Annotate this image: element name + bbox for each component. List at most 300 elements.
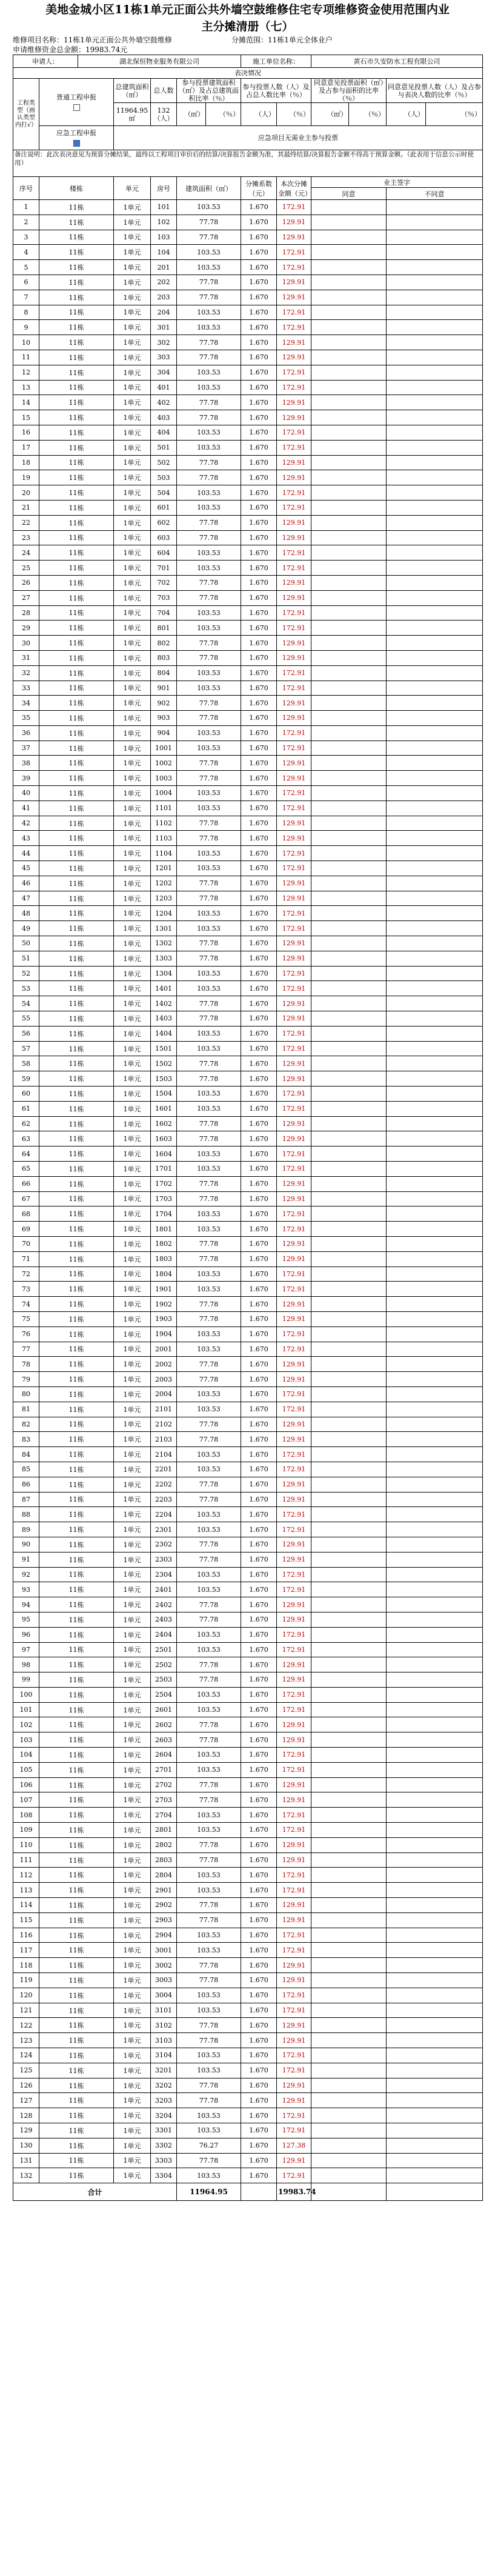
row-agree[interactable] xyxy=(311,1236,387,1251)
row-agree[interactable] xyxy=(311,410,387,425)
row-agree[interactable] xyxy=(311,2168,387,2183)
row-agree[interactable] xyxy=(311,455,387,470)
row-agree[interactable] xyxy=(311,1176,387,1191)
row-agree[interactable] xyxy=(311,786,387,801)
row-disagree[interactable] xyxy=(387,1823,483,1838)
row-disagree[interactable] xyxy=(387,1326,483,1342)
row-coef: 1.670 xyxy=(241,1717,277,1732)
row-agree[interactable] xyxy=(311,530,387,545)
row-disagree[interactable] xyxy=(387,200,483,215)
row-disagree[interactable] xyxy=(387,2153,483,2168)
row-agree[interactable] xyxy=(311,1417,387,1432)
row-agree[interactable] xyxy=(311,2123,387,2138)
row-agree[interactable] xyxy=(311,380,387,395)
row-agree[interactable] xyxy=(311,1928,387,1943)
row-agree[interactable] xyxy=(311,1282,387,1297)
row-disagree[interactable] xyxy=(387,590,483,605)
row-agree[interactable] xyxy=(311,350,387,365)
row-disagree[interactable] xyxy=(387,621,483,636)
row-disagree[interactable] xyxy=(387,1597,483,1612)
row-disagree[interactable] xyxy=(387,861,483,876)
row-disagree[interactable] xyxy=(387,1297,483,1312)
row-disagree[interactable] xyxy=(387,1912,483,1928)
row-building: 11栋 xyxy=(39,1777,114,1792)
row-agree[interactable] xyxy=(311,575,387,590)
row-disagree[interactable] xyxy=(387,1537,483,1552)
row-disagree[interactable] xyxy=(387,1732,483,1748)
row-disagree[interactable] xyxy=(387,650,483,665)
row-agree[interactable] xyxy=(311,1222,387,1237)
row-disagree[interactable] xyxy=(387,1402,483,1417)
row-disagree[interactable] xyxy=(387,1206,483,1222)
row-disagree[interactable] xyxy=(387,1612,483,1627)
row-disagree[interactable] xyxy=(387,440,483,455)
row-coef: 1.670 xyxy=(241,320,277,335)
row-agree[interactable] xyxy=(311,1131,387,1147)
row-disagree[interactable] xyxy=(387,605,483,621)
row-disagree[interactable] xyxy=(387,936,483,951)
row-disagree[interactable] xyxy=(387,545,483,561)
row-disagree[interactable] xyxy=(387,1041,483,1056)
row-disagree[interactable] xyxy=(387,230,483,245)
row-disagree[interactable] xyxy=(387,2108,483,2123)
row-amount: 172.91 xyxy=(277,1222,311,1237)
row-disagree[interactable] xyxy=(387,1672,483,1688)
row-agree[interactable] xyxy=(311,846,387,861)
row-disagree[interactable] xyxy=(387,1342,483,1357)
row-agree[interactable] xyxy=(311,260,387,275)
row-disagree[interactable] xyxy=(387,1311,483,1326)
row-disagree[interactable] xyxy=(387,1386,483,1402)
row-disagree[interactable] xyxy=(387,1567,483,1582)
row-disagree[interactable] xyxy=(387,2063,483,2078)
row-agree[interactable] xyxy=(311,1026,387,1041)
row-disagree[interactable] xyxy=(387,1116,483,1131)
row-disagree[interactable] xyxy=(387,1868,483,1883)
row-agree[interactable] xyxy=(311,1297,387,1312)
row-agree[interactable] xyxy=(311,1823,387,1838)
row-disagree[interactable] xyxy=(387,951,483,966)
row-disagree[interactable] xyxy=(387,2078,483,2093)
row-agree[interactable] xyxy=(311,1462,387,1477)
row-disagree[interactable] xyxy=(387,1522,483,1537)
row-agree[interactable] xyxy=(311,485,387,501)
row-disagree[interactable] xyxy=(387,1357,483,1372)
row-building: 11栋 xyxy=(39,1627,114,1642)
row-agree[interactable] xyxy=(311,561,387,576)
row-building: 11栋 xyxy=(39,1522,114,1537)
row-amount: 129.91 xyxy=(277,1176,311,1191)
row-disagree[interactable] xyxy=(387,395,483,410)
row-no: 131 xyxy=(13,2153,39,2168)
row-disagree[interactable] xyxy=(387,215,483,230)
row-agree[interactable] xyxy=(311,440,387,455)
row-coef: 1.670 xyxy=(241,816,277,831)
row-unit: 1单元 xyxy=(114,1732,151,1748)
row-unit: 1单元 xyxy=(114,1672,151,1688)
row-disagree[interactable] xyxy=(387,2123,483,2138)
row-agree[interactable] xyxy=(311,861,387,876)
row-disagree[interactable] xyxy=(387,1026,483,1041)
row-agree[interactable] xyxy=(311,1101,387,1116)
row-disagree[interactable] xyxy=(387,981,483,996)
row-agree[interactable] xyxy=(311,1087,387,1102)
row-agree[interactable] xyxy=(311,590,387,605)
row-agree[interactable] xyxy=(311,800,387,816)
row-agree[interactable] xyxy=(311,1191,387,1206)
row-agree[interactable] xyxy=(311,711,387,726)
row-unit: 1单元 xyxy=(114,1222,151,1237)
row-unit: 1单元 xyxy=(114,2078,151,2093)
row-agree[interactable] xyxy=(311,305,387,320)
row-disagree[interactable] xyxy=(387,1251,483,1266)
row-disagree[interactable] xyxy=(387,1702,483,1717)
row-disagree[interactable] xyxy=(387,410,483,425)
row-agree[interactable] xyxy=(311,1386,387,1402)
row-disagree[interactable] xyxy=(387,1432,483,1447)
row-agree[interactable] xyxy=(311,2093,387,2108)
row-agree[interactable] xyxy=(311,1326,387,1342)
row-agree[interactable] xyxy=(311,831,387,846)
row-agree[interactable] xyxy=(311,1507,387,1522)
row-agree[interactable] xyxy=(311,1732,387,1748)
row-agree[interactable] xyxy=(311,1792,387,1808)
row-disagree[interactable] xyxy=(387,561,483,576)
row-agree[interactable] xyxy=(311,245,387,260)
row-disagree[interactable] xyxy=(387,1777,483,1792)
row-agree[interactable] xyxy=(311,365,387,380)
row-disagree[interactable] xyxy=(387,2093,483,2108)
row-agree[interactable] xyxy=(311,621,387,636)
row-disagree[interactable] xyxy=(387,711,483,726)
row-amount: 172.91 xyxy=(277,1702,311,1717)
row-agree[interactable] xyxy=(311,1266,387,1282)
row-disagree[interactable] xyxy=(387,2048,483,2063)
row-disagree[interactable] xyxy=(387,1236,483,1251)
row-agree[interactable] xyxy=(311,1702,387,1717)
row-agree[interactable] xyxy=(311,2153,387,2168)
row-disagree[interactable] xyxy=(387,425,483,440)
row-disagree[interactable] xyxy=(387,2018,483,2033)
row-disagree[interactable] xyxy=(387,1162,483,1177)
row-agree[interactable] xyxy=(311,1251,387,1266)
row-disagree[interactable] xyxy=(387,1988,483,2003)
row-agree[interactable] xyxy=(311,1567,387,1582)
row-room: 203 xyxy=(151,290,177,305)
row-agree[interactable] xyxy=(311,605,387,621)
row-agree[interactable] xyxy=(311,816,387,831)
row-agree[interactable] xyxy=(311,1011,387,1027)
row-disagree[interactable] xyxy=(387,846,483,861)
row-agree[interactable] xyxy=(311,500,387,515)
row-disagree[interactable] xyxy=(387,725,483,741)
row-agree[interactable] xyxy=(311,1943,387,1958)
row-disagree[interactable] xyxy=(387,305,483,320)
row-agree[interactable] xyxy=(311,966,387,981)
row-area: 103.53 xyxy=(177,786,241,801)
row-coef: 1.670 xyxy=(241,1266,277,1282)
row-disagree[interactable] xyxy=(387,1372,483,1387)
row-agree[interactable] xyxy=(311,1537,387,1552)
row-agree[interactable] xyxy=(311,996,387,1011)
row-disagree[interactable] xyxy=(387,1627,483,1642)
row-disagree[interactable] xyxy=(387,966,483,981)
row-agree[interactable] xyxy=(311,951,387,966)
emergency-project-checkbox[interactable] xyxy=(73,140,80,147)
row-disagree[interactable] xyxy=(387,1657,483,1672)
row-agree[interactable] xyxy=(311,936,387,951)
row-agree[interactable] xyxy=(311,1912,387,1928)
row-agree[interactable] xyxy=(311,1552,387,1567)
row-disagree[interactable] xyxy=(387,1191,483,1206)
row-disagree[interactable] xyxy=(387,1973,483,1988)
row-agree[interactable] xyxy=(311,1808,387,1823)
row-coef: 1.670 xyxy=(241,1056,277,1071)
row-unit: 1单元 xyxy=(114,1687,151,1702)
row-building: 11栋 xyxy=(39,2003,114,2018)
row-disagree[interactable] xyxy=(387,575,483,590)
row-disagree[interactable] xyxy=(387,800,483,816)
table-row xyxy=(13,906,483,921)
row-agree[interactable] xyxy=(311,1492,387,1507)
row-disagree[interactable] xyxy=(387,470,483,485)
row-disagree[interactable] xyxy=(387,1087,483,1102)
row-room: 2804 xyxy=(151,1868,177,1883)
row-disagree[interactable] xyxy=(387,876,483,891)
row-disagree[interactable] xyxy=(387,1792,483,1808)
row-agree[interactable] xyxy=(311,891,387,906)
row-disagree[interactable] xyxy=(387,1928,483,1943)
row-agree[interactable] xyxy=(311,906,387,921)
row-disagree[interactable] xyxy=(387,2033,483,2048)
row-agree[interactable] xyxy=(311,545,387,561)
row-disagree[interactable] xyxy=(387,350,483,365)
row-agree[interactable] xyxy=(311,1777,387,1792)
row-agree[interactable] xyxy=(311,1147,387,1162)
row-disagree[interactable] xyxy=(387,1462,483,1477)
row-disagree[interactable] xyxy=(387,665,483,681)
row-disagree[interactable] xyxy=(387,1176,483,1191)
row-agree[interactable] xyxy=(311,2003,387,2018)
row-disagree[interactable] xyxy=(387,1492,483,1507)
row-agree[interactable] xyxy=(311,1342,387,1357)
row-disagree[interactable] xyxy=(387,816,483,831)
row-disagree[interactable] xyxy=(387,485,483,501)
row-building: 11栋 xyxy=(39,440,114,455)
row-disagree[interactable] xyxy=(387,1943,483,1958)
row-agree[interactable] xyxy=(311,1898,387,1913)
row-agree[interactable] xyxy=(311,1522,387,1537)
row-agree[interactable] xyxy=(311,2108,387,2123)
row-disagree[interactable] xyxy=(387,515,483,530)
row-disagree[interactable] xyxy=(387,1507,483,1522)
row-agree[interactable] xyxy=(311,335,387,350)
row-disagree[interactable] xyxy=(387,1748,483,1763)
row-disagree[interactable] xyxy=(387,335,483,350)
row-agree[interactable] xyxy=(311,1687,387,1702)
row-disagree[interactable] xyxy=(387,1687,483,1702)
row-disagree[interactable] xyxy=(387,1582,483,1597)
normal-project-checkbox[interactable] xyxy=(73,104,80,111)
row-disagree[interactable] xyxy=(387,260,483,275)
row-agree[interactable] xyxy=(311,2078,387,2093)
row-agree[interactable] xyxy=(311,1958,387,1973)
row-agree[interactable] xyxy=(311,1447,387,1462)
row-agree[interactable] xyxy=(311,681,387,696)
row-agree[interactable] xyxy=(311,2063,387,2078)
row-agree[interactable] xyxy=(311,1672,387,1688)
row-agree[interactable] xyxy=(311,741,387,756)
row-agree[interactable] xyxy=(311,725,387,741)
row-disagree[interactable] xyxy=(387,1282,483,1297)
row-agree[interactable] xyxy=(311,1642,387,1657)
row-disagree[interactable] xyxy=(387,996,483,1011)
row-agree[interactable] xyxy=(311,1627,387,1642)
row-agree[interactable] xyxy=(311,2048,387,2063)
row-disagree[interactable] xyxy=(387,1958,483,1973)
row-disagree[interactable] xyxy=(387,1852,483,1868)
row-agree[interactable] xyxy=(311,1748,387,1763)
row-disagree[interactable] xyxy=(387,1011,483,1027)
row-agree[interactable] xyxy=(311,981,387,996)
row-disagree[interactable] xyxy=(387,1447,483,1462)
table-row xyxy=(13,1026,483,1041)
row-disagree[interactable] xyxy=(387,1808,483,1823)
row-agree[interactable] xyxy=(311,921,387,936)
row-disagree[interactable] xyxy=(387,2168,483,2183)
row-agree[interactable] xyxy=(311,1582,387,1597)
row-agree[interactable] xyxy=(311,275,387,290)
row-agree[interactable] xyxy=(311,771,387,786)
row-area: 103.53 xyxy=(177,1762,241,1777)
row-disagree[interactable] xyxy=(387,1147,483,1162)
row-agree[interactable] xyxy=(311,756,387,771)
row-agree[interactable] xyxy=(311,215,387,230)
row-agree[interactable] xyxy=(311,1402,387,1417)
row-agree[interactable] xyxy=(311,1477,387,1492)
row-disagree[interactable] xyxy=(387,1717,483,1732)
row-disagree[interactable] xyxy=(387,921,483,936)
table-row xyxy=(13,1282,483,1297)
row-disagree[interactable] xyxy=(387,320,483,335)
row-disagree[interactable] xyxy=(387,1071,483,1087)
row-disagree[interactable] xyxy=(387,1477,483,1492)
row-disagree[interactable] xyxy=(387,1417,483,1432)
row-disagree[interactable] xyxy=(387,1056,483,1071)
row-agree[interactable] xyxy=(311,425,387,440)
row-agree[interactable] xyxy=(311,2138,387,2153)
row-disagree[interactable] xyxy=(387,636,483,651)
row-agree[interactable] xyxy=(311,2018,387,2033)
row-agree[interactable] xyxy=(311,2033,387,2048)
row-unit: 1单元 xyxy=(114,1883,151,1898)
row-disagree[interactable] xyxy=(387,2003,483,2018)
row-disagree[interactable] xyxy=(387,1552,483,1567)
row-disagree[interactable] xyxy=(387,290,483,305)
row-area: 103.53 xyxy=(177,260,241,275)
row-disagree[interactable] xyxy=(387,1883,483,1898)
row-agree[interactable] xyxy=(311,1041,387,1056)
row-disagree[interactable] xyxy=(387,786,483,801)
row-agree[interactable] xyxy=(311,1162,387,1177)
row-agree[interactable] xyxy=(311,1988,387,2003)
row-coef: 1.670 xyxy=(241,636,277,651)
row-agree[interactable] xyxy=(311,1612,387,1627)
row-agree[interactable] xyxy=(311,1852,387,1868)
row-agree[interactable] xyxy=(311,1657,387,1672)
row-agree[interactable] xyxy=(311,320,387,335)
row-disagree[interactable] xyxy=(387,530,483,545)
row-agree[interactable] xyxy=(311,1762,387,1777)
row-unit: 1单元 xyxy=(114,1041,151,1056)
row-disagree[interactable] xyxy=(387,365,483,380)
row-disagree[interactable] xyxy=(387,696,483,711)
row-agree[interactable] xyxy=(311,1071,387,1087)
row-agree[interactable] xyxy=(311,1837,387,1852)
row-disagree[interactable] xyxy=(387,1131,483,1147)
row-area: 77.78 xyxy=(177,455,241,470)
row-agree[interactable] xyxy=(311,650,387,665)
row-disagree[interactable] xyxy=(387,741,483,756)
row-agree[interactable] xyxy=(311,665,387,681)
row-disagree[interactable] xyxy=(387,1222,483,1237)
row-agree[interactable] xyxy=(311,1116,387,1131)
row-disagree[interactable] xyxy=(387,455,483,470)
row-agree[interactable] xyxy=(311,230,387,245)
row-agree[interactable] xyxy=(311,1717,387,1732)
row-disagree[interactable] xyxy=(387,1266,483,1282)
row-disagree[interactable] xyxy=(387,1101,483,1116)
row-disagree[interactable] xyxy=(387,275,483,290)
row-disagree[interactable] xyxy=(387,245,483,260)
row-agree[interactable] xyxy=(311,1973,387,1988)
row-agree[interactable] xyxy=(311,290,387,305)
row-agree[interactable] xyxy=(311,1883,387,1898)
row-disagree[interactable] xyxy=(387,380,483,395)
row-disagree[interactable] xyxy=(387,1898,483,1913)
row-agree[interactable] xyxy=(311,470,387,485)
row-disagree[interactable] xyxy=(387,1837,483,1852)
row-disagree[interactable] xyxy=(387,756,483,771)
row-disagree[interactable] xyxy=(387,771,483,786)
row-disagree[interactable] xyxy=(387,2138,483,2153)
row-building: 11栋 xyxy=(39,515,114,530)
row-disagree[interactable] xyxy=(387,681,483,696)
row-agree[interactable] xyxy=(311,515,387,530)
row-agree[interactable] xyxy=(311,696,387,711)
row-unit: 1单元 xyxy=(114,891,151,906)
row-disagree[interactable] xyxy=(387,500,483,515)
row-agree[interactable] xyxy=(311,1056,387,1071)
row-agree[interactable] xyxy=(311,636,387,651)
row-room: 2301 xyxy=(151,1522,177,1537)
row-disagree[interactable] xyxy=(387,906,483,921)
row-agree[interactable] xyxy=(311,1311,387,1326)
row-agree[interactable] xyxy=(311,1372,387,1387)
row-disagree[interactable] xyxy=(387,831,483,846)
row-agree[interactable] xyxy=(311,1357,387,1372)
row-agree[interactable] xyxy=(311,1597,387,1612)
row-agree[interactable] xyxy=(311,1868,387,1883)
row-disagree[interactable] xyxy=(387,1762,483,1777)
row-agree[interactable] xyxy=(311,1432,387,1447)
row-agree[interactable] xyxy=(311,200,387,215)
row-agree[interactable] xyxy=(311,1206,387,1222)
row-agree[interactable] xyxy=(311,395,387,410)
row-agree[interactable] xyxy=(311,876,387,891)
row-disagree[interactable] xyxy=(387,1642,483,1657)
row-disagree[interactable] xyxy=(387,891,483,906)
